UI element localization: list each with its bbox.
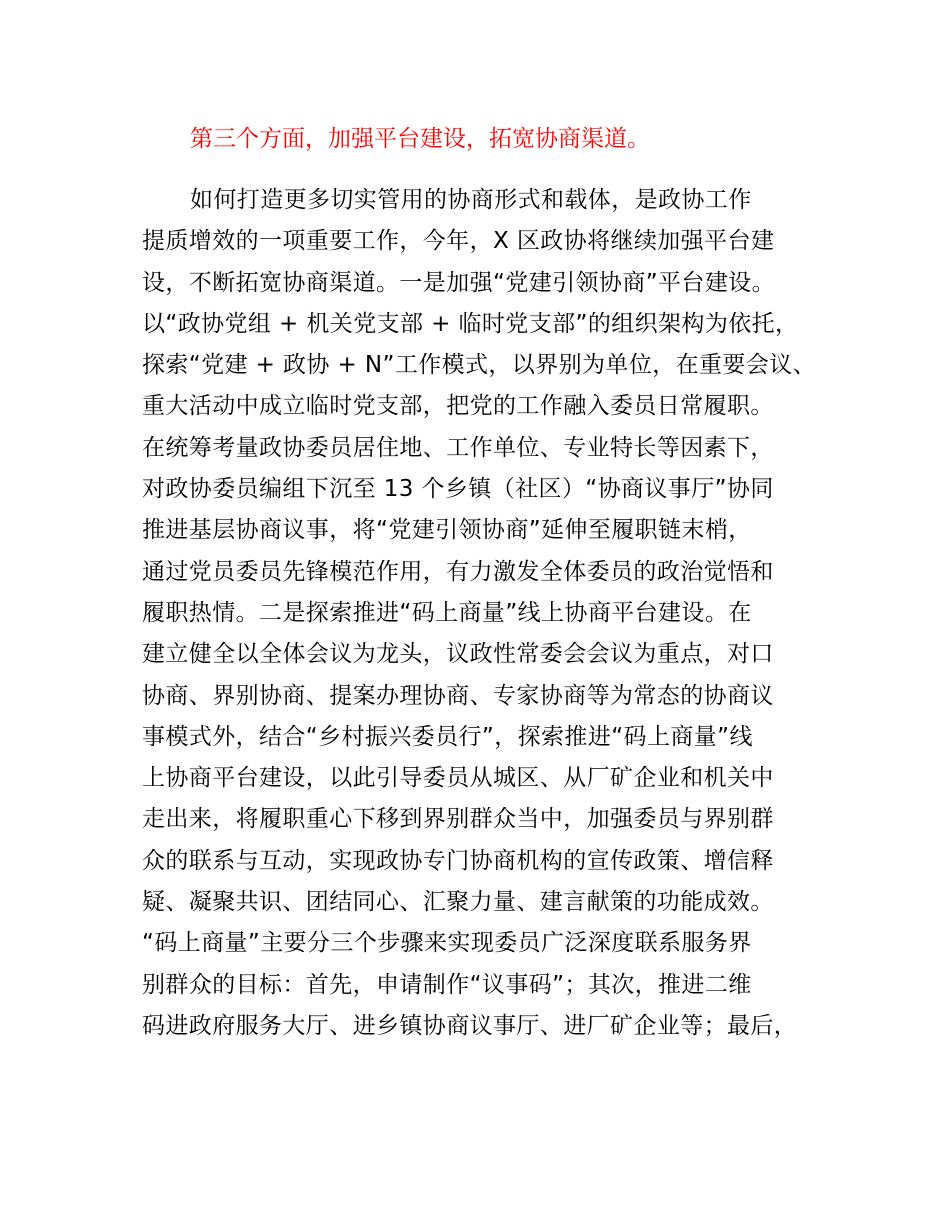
text-line: 以“政协党组 + 机关党支部 + 临时党支部”的组织架构为依托，: [142, 310, 799, 337]
text-line: 上协商平台建设，以此引导委员从城区、从厂矿企业和机关中: [142, 765, 774, 792]
body-paragraph: [142, 180, 842, 1047]
text-line: 履职热情。二是探索推进“码上商量”线上协商平台建设。在: [142, 599, 752, 626]
text-line: 建立健全以全体会议为龙头，议政性常委会会议为重点，对口: [142, 641, 774, 668]
text-line: 别群众的目标：首先，申请制作“议事码”；其次，推进二维: [142, 971, 752, 998]
text-line: 提质增效的一项重要工作，今年，X 区政协将继续加强平台建: [142, 228, 775, 255]
text-line: 探索“党建 + 政协 + N”工作模式，以界别为单位，在重要会议、: [142, 352, 817, 379]
section-heading: 第三个方面，加强平台建设，拓宽协商渠道。: [190, 126, 650, 152]
text-line: 如何打造更多切实管用的协商形式和载体，是政协工作: [190, 187, 752, 213]
text-line: 事模式外，结合“乡村振兴委员行”，探索推进“码上商量”线: [142, 723, 753, 750]
text-line: 疑、凝聚共识、团结同心、汇聚力量、建言献策的功能成效。: [142, 889, 774, 916]
text-line: 设，不断拓宽协商渠道。一是加强“党建引领协商”平台建设。: [142, 269, 776, 296]
text-line: 众的联系与互动，实现政协专门协商机构的宣传政策、增信释: [142, 847, 774, 874]
text-line: 推进基层协商议事，将“党建引领协商”延伸至履职链末梢，: [142, 517, 752, 544]
text-line: 码进政府服务大厅、进乡镇协商议事厅、进厂矿企业等；最后，: [142, 1012, 798, 1039]
text-line: 重大活动中成立临时党支部，把党的工作融入委员日常履职。: [142, 393, 774, 420]
text-line: 对政协委员编组下沉至 13 个乡镇（社区）“协商议事厅”协同: [142, 476, 774, 503]
text-line: 在统筹考量政协委员居住地、工作单位、专业特长等因素下，: [142, 434, 774, 461]
text-line: 通过党员委员先锋模范作用，有力激发全体委员的政治觉悟和: [142, 558, 774, 585]
text-line: “码上商量”主要分三个步骤来实现委员广泛深度联系服务界: [142, 930, 752, 957]
text-line: 走出来，将履职重心下移到界别群众当中，加强委员与界别群: [142, 806, 774, 833]
text-line: 协商、界别协商、提案办理协商、专家协商等为常态的协商议: [142, 682, 774, 709]
